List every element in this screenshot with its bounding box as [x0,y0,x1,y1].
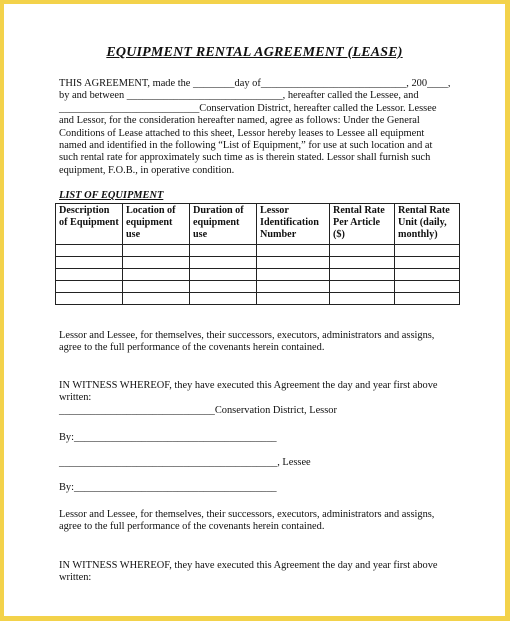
document-title: EQUIPMENT RENTAL AGREEMENT (LEASE) [106,45,403,60]
page-bottom-fade [4,602,505,616]
document-page [4,4,505,616]
col-location: Location of equipment use [123,204,190,245]
col-identification: Lessor Identification Number [257,204,330,245]
table-row [56,293,460,305]
col-rental-rate: Rental Rate Per Article ($) [330,204,395,245]
lessor-by-line: By:_______________________________________ [59,432,277,443]
lessee-by-line: By:_______________________________________ [59,482,277,493]
agreement-intro-paragraph: THIS AGREEMENT, made the ________day of____________________________, 200____, by and between ______________________________, hereafter called the Lessee, and ___________________________Conservation District, hereafter called the Lessor. Lessee and Lessor, for the consideration hereafter named, agree as follows: Under the General Conditions of Lease attached to this sheet, Lessor hereby leases to Lessee all equipment named and identified in the following “List of Equipment,” for use at such location and at such rental rate for approximately such time as is therein stated. Lessor shall furnish such equipment, F.O.B., in operative condition. [59,78,451,176]
table-row [56,245,460,257]
lessee-signature-line: __________________________________________, Lessee [59,457,311,468]
list-of-equipment-heading: LIST OF EQUIPMENT [59,190,164,201]
col-duration: Duration of equipment use [190,204,257,245]
covenant-paragraph: Lessor and Lessee, for themselves, their successors, executors, administrators and assigns, agree to the full performance of the covenants herein contained. [59,330,435,354]
equipment-table [55,203,460,305]
lessor-signature-line: ______________________________Conservation District, Lessor [59,405,337,416]
table-row [56,257,460,269]
col-description: Description of Equipment [56,204,123,245]
equipment-table-header-row [56,204,460,245]
table-row [56,281,460,293]
table-row [56,269,460,281]
col-rental-unit: Rental Rate Unit (daily, monthly) [395,204,460,245]
covenant-paragraph-repeat: Lessor and Lessee, for themselves, their successors, executors, administrators and assigns, agree to the full performance of the covenants herein contained. [59,509,435,533]
witness-paragraph: IN WITNESS WHEREOF, they have executed this Agreement the day and year first above written: [59,380,438,404]
witness-paragraph-repeat: IN WITNESS WHEREOF, they have executed this Agreement the day and year first above written: [59,560,438,584]
